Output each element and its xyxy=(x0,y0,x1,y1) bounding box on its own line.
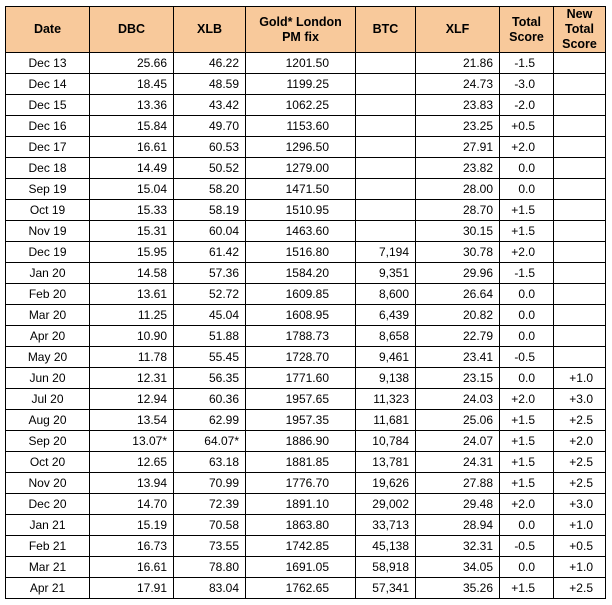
cell-xlf: 24.31 xyxy=(416,452,500,473)
cell-dbc: 12.31 xyxy=(90,368,174,389)
cell-new-total: +0.5 xyxy=(554,536,606,557)
cell-xlb: 72.39 xyxy=(174,494,246,515)
cell-date: Mar 20 xyxy=(6,305,90,326)
table-row xyxy=(6,137,606,158)
table-row xyxy=(6,578,606,599)
cell-total: +1.5 xyxy=(500,410,554,431)
cell-dbc: 14.58 xyxy=(90,263,174,284)
cell-gold: 1771.60 xyxy=(246,368,356,389)
cell-dbc: 13.07* xyxy=(90,431,174,452)
cell-dbc: 13.94 xyxy=(90,473,174,494)
cell-gold: 1691.05 xyxy=(246,557,356,578)
cell-gold: 1886.90 xyxy=(246,431,356,452)
cell-date: Dec 15 xyxy=(6,95,90,116)
table-row xyxy=(6,179,606,200)
cell-dbc: 15.04 xyxy=(90,179,174,200)
cell-xlf: 25.06 xyxy=(416,410,500,431)
cell-date: Sep 19 xyxy=(6,179,90,200)
cell-btc xyxy=(356,200,416,221)
cell-date: Dec 16 xyxy=(6,116,90,137)
cell-gold: 1957.65 xyxy=(246,389,356,410)
cell-total: -3.0 xyxy=(500,74,554,95)
header-btc: BTC xyxy=(356,7,416,53)
cell-gold: 1891.10 xyxy=(246,494,356,515)
cell-dbc: 25.66 xyxy=(90,53,174,74)
cell-new-total xyxy=(554,74,606,95)
table-container xyxy=(5,6,606,599)
cell-date: Aug 20 xyxy=(6,410,90,431)
cell-xlf: 24.03 xyxy=(416,389,500,410)
header-total-score: Total Score xyxy=(500,7,554,53)
cell-dbc: 12.65 xyxy=(90,452,174,473)
cell-xlb: 55.45 xyxy=(174,347,246,368)
cell-dbc: 11.78 xyxy=(90,347,174,368)
cell-xlb: 58.20 xyxy=(174,179,246,200)
header-new-total-score: New Total Score xyxy=(554,7,606,53)
table-row xyxy=(6,284,606,305)
cell-new-total: +2.5 xyxy=(554,473,606,494)
cell-xlf: 20.82 xyxy=(416,305,500,326)
cell-xlb: 50.52 xyxy=(174,158,246,179)
cell-total: 0.0 xyxy=(500,515,554,536)
cell-total: -0.5 xyxy=(500,347,554,368)
table-row xyxy=(6,494,606,515)
cell-new-total: +3.0 xyxy=(554,494,606,515)
cell-total: +2.0 xyxy=(500,137,554,158)
table-row xyxy=(6,452,606,473)
table-row xyxy=(6,473,606,494)
cell-dbc: 13.36 xyxy=(90,95,174,116)
cell-btc xyxy=(356,116,416,137)
cell-xlb: 56.35 xyxy=(174,368,246,389)
cell-new-total xyxy=(554,95,606,116)
cell-new-total: +2.0 xyxy=(554,431,606,452)
cell-btc: 9,461 xyxy=(356,347,416,368)
cell-xlb: 57.36 xyxy=(174,263,246,284)
cell-btc: 9,351 xyxy=(356,263,416,284)
cell-total: +2.0 xyxy=(500,389,554,410)
cell-date: Jan 20 xyxy=(6,263,90,284)
cell-new-total xyxy=(554,200,606,221)
table-row xyxy=(6,95,606,116)
cell-xlf: 22.79 xyxy=(416,326,500,347)
cell-total: 0.0 xyxy=(500,557,554,578)
cell-total: -2.0 xyxy=(500,95,554,116)
cell-xlb: 51.88 xyxy=(174,326,246,347)
cell-xlf: 35.26 xyxy=(416,578,500,599)
cell-new-total: +2.5 xyxy=(554,452,606,473)
cell-new-total xyxy=(554,116,606,137)
table-row xyxy=(6,200,606,221)
cell-total: +2.0 xyxy=(500,494,554,515)
cell-total: 0.0 xyxy=(500,326,554,347)
cell-btc: 58,918 xyxy=(356,557,416,578)
cell-xlb: 46.22 xyxy=(174,53,246,74)
cell-date: Jul 20 xyxy=(6,389,90,410)
cell-dbc: 15.95 xyxy=(90,242,174,263)
cell-date: Dec 13 xyxy=(6,53,90,74)
cell-dbc: 15.19 xyxy=(90,515,174,536)
cell-date: Nov 19 xyxy=(6,221,90,242)
cell-btc xyxy=(356,158,416,179)
table-row xyxy=(6,305,606,326)
cell-xlf: 21.86 xyxy=(416,53,500,74)
cell-btc: 6,439 xyxy=(356,305,416,326)
cell-xlb: 60.04 xyxy=(174,221,246,242)
cell-gold: 1510.95 xyxy=(246,200,356,221)
table-row xyxy=(6,263,606,284)
cell-dbc: 16.61 xyxy=(90,557,174,578)
cell-xlf: 23.83 xyxy=(416,95,500,116)
cell-dbc: 15.33 xyxy=(90,200,174,221)
cell-gold: 1788.73 xyxy=(246,326,356,347)
table-row xyxy=(6,158,606,179)
cell-new-total: +1.0 xyxy=(554,557,606,578)
cell-dbc: 16.61 xyxy=(90,137,174,158)
cell-dbc: 16.73 xyxy=(90,536,174,557)
cell-xlb: 43.42 xyxy=(174,95,246,116)
cell-gold: 1728.70 xyxy=(246,347,356,368)
cell-xlb: 63.18 xyxy=(174,452,246,473)
cell-xlf: 24.07 xyxy=(416,431,500,452)
cell-gold: 1199.25 xyxy=(246,74,356,95)
cell-total: -1.5 xyxy=(500,263,554,284)
header-dbc: DBC xyxy=(90,7,174,53)
cell-total: +0.5 xyxy=(500,116,554,137)
cell-gold: 1516.80 xyxy=(246,242,356,263)
cell-date: Oct 19 xyxy=(6,200,90,221)
cell-new-total: +2.5 xyxy=(554,410,606,431)
cell-date: Dec 18 xyxy=(6,158,90,179)
cell-new-total: +1.0 xyxy=(554,368,606,389)
cell-btc xyxy=(356,95,416,116)
table-row xyxy=(6,431,606,452)
cell-xlb: 70.99 xyxy=(174,473,246,494)
cell-gold: 1296.50 xyxy=(246,137,356,158)
cell-xlf: 23.82 xyxy=(416,158,500,179)
cell-new-total: +1.0 xyxy=(554,515,606,536)
cell-xlb: 70.58 xyxy=(174,515,246,536)
cell-btc: 57,341 xyxy=(356,578,416,599)
cell-new-total xyxy=(554,221,606,242)
cell-total: -0.5 xyxy=(500,536,554,557)
table-row xyxy=(6,536,606,557)
cell-btc: 11,323 xyxy=(356,389,416,410)
cell-btc: 7,194 xyxy=(356,242,416,263)
cell-xlb: 64.07* xyxy=(174,431,246,452)
cell-gold: 1463.60 xyxy=(246,221,356,242)
cell-btc xyxy=(356,137,416,158)
cell-xlf: 29.48 xyxy=(416,494,500,515)
cell-btc: 8,600 xyxy=(356,284,416,305)
cell-xlf: 28.00 xyxy=(416,179,500,200)
cell-btc xyxy=(356,179,416,200)
cell-xlf: 23.41 xyxy=(416,347,500,368)
cell-xlf: 29.96 xyxy=(416,263,500,284)
cell-xlf: 34.05 xyxy=(416,557,500,578)
cell-date: Apr 21 xyxy=(6,578,90,599)
cell-xlb: 62.99 xyxy=(174,410,246,431)
cell-dbc: 12.94 xyxy=(90,389,174,410)
cell-new-total xyxy=(554,326,606,347)
table-row xyxy=(6,515,606,536)
cell-xlb: 60.53 xyxy=(174,137,246,158)
cell-date: Oct 20 xyxy=(6,452,90,473)
cell-btc: 11,681 xyxy=(356,410,416,431)
cell-total: 0.0 xyxy=(500,368,554,389)
table-row xyxy=(6,557,606,578)
cell-total: 0.0 xyxy=(500,158,554,179)
cell-gold: 1471.50 xyxy=(246,179,356,200)
cell-gold: 1584.20 xyxy=(246,263,356,284)
cell-total: +1.5 xyxy=(500,200,554,221)
cell-total: 0.0 xyxy=(500,179,554,200)
cell-btc xyxy=(356,74,416,95)
cell-xlf: 27.88 xyxy=(416,473,500,494)
cell-xlb: 58.19 xyxy=(174,200,246,221)
cell-dbc: 10.90 xyxy=(90,326,174,347)
cell-btc: 8,658 xyxy=(356,326,416,347)
cell-dbc: 17.91 xyxy=(90,578,174,599)
header-date: Date xyxy=(6,7,90,53)
cell-btc: 29,002 xyxy=(356,494,416,515)
cell-btc xyxy=(356,221,416,242)
cell-new-total: +3.0 xyxy=(554,389,606,410)
cell-new-total: +2.5 xyxy=(554,578,606,599)
cell-xlb: 45.04 xyxy=(174,305,246,326)
cell-date: May 20 xyxy=(6,347,90,368)
cell-gold: 1279.00 xyxy=(246,158,356,179)
cell-dbc: 13.61 xyxy=(90,284,174,305)
cell-xlb: 78.80 xyxy=(174,557,246,578)
cell-total: 0.0 xyxy=(500,284,554,305)
cell-dbc: 13.54 xyxy=(90,410,174,431)
cell-xlf: 28.70 xyxy=(416,200,500,221)
cell-xlb: 83.04 xyxy=(174,578,246,599)
header-row xyxy=(6,7,606,53)
cell-new-total xyxy=(554,158,606,179)
table-body xyxy=(6,53,606,599)
cell-dbc: 14.49 xyxy=(90,158,174,179)
cell-dbc: 15.31 xyxy=(90,221,174,242)
cell-xlf: 27.91 xyxy=(416,137,500,158)
cell-btc: 9,138 xyxy=(356,368,416,389)
cell-date: Apr 20 xyxy=(6,326,90,347)
cell-total: +2.0 xyxy=(500,242,554,263)
header-xlb: XLB xyxy=(174,7,246,53)
cell-btc: 45,138 xyxy=(356,536,416,557)
cell-btc: 13,781 xyxy=(356,452,416,473)
table-row xyxy=(6,242,606,263)
cell-new-total xyxy=(554,305,606,326)
cell-xlf: 23.25 xyxy=(416,116,500,137)
cell-new-total xyxy=(554,242,606,263)
cell-xlb: 49.70 xyxy=(174,116,246,137)
table-row xyxy=(6,368,606,389)
cell-dbc: 15.84 xyxy=(90,116,174,137)
cell-date: Jan 21 xyxy=(6,515,90,536)
cell-total: +1.5 xyxy=(500,473,554,494)
cell-xlb: 73.55 xyxy=(174,536,246,557)
cell-total: 0.0 xyxy=(500,305,554,326)
cell-total: +1.5 xyxy=(500,221,554,242)
cell-xlf: 24.73 xyxy=(416,74,500,95)
cell-btc xyxy=(356,53,416,74)
table-row xyxy=(6,326,606,347)
cell-xlf: 32.31 xyxy=(416,536,500,557)
cell-date: Dec 17 xyxy=(6,137,90,158)
cell-gold: 1863.80 xyxy=(246,515,356,536)
cell-gold: 1762.65 xyxy=(246,578,356,599)
cell-gold: 1776.70 xyxy=(246,473,356,494)
cell-xlb: 52.72 xyxy=(174,284,246,305)
cell-total: -1.5 xyxy=(500,53,554,74)
cell-xlf: 26.64 xyxy=(416,284,500,305)
cell-gold: 1957.35 xyxy=(246,410,356,431)
cell-btc: 33,713 xyxy=(356,515,416,536)
cell-new-total xyxy=(554,179,606,200)
cell-new-total xyxy=(554,263,606,284)
cell-date: Jun 20 xyxy=(6,368,90,389)
cell-xlb: 61.42 xyxy=(174,242,246,263)
cell-btc: 19,626 xyxy=(356,473,416,494)
cell-new-total xyxy=(554,53,606,74)
table-row xyxy=(6,74,606,95)
cell-dbc: 14.70 xyxy=(90,494,174,515)
cell-date: Feb 20 xyxy=(6,284,90,305)
cell-date: Dec 20 xyxy=(6,494,90,515)
cell-total: +1.5 xyxy=(500,452,554,473)
cell-total: +1.5 xyxy=(500,578,554,599)
cell-new-total xyxy=(554,347,606,368)
cell-xlf: 28.94 xyxy=(416,515,500,536)
header-xlf: XLF xyxy=(416,7,500,53)
cell-date: Dec 14 xyxy=(6,74,90,95)
cell-gold: 1881.85 xyxy=(246,452,356,473)
cell-dbc: 11.25 xyxy=(90,305,174,326)
cell-new-total xyxy=(554,284,606,305)
cell-dbc: 18.45 xyxy=(90,74,174,95)
cell-date: Nov 20 xyxy=(6,473,90,494)
table-row xyxy=(6,410,606,431)
table-row xyxy=(6,116,606,137)
table-row xyxy=(6,221,606,242)
cell-date: Mar 21 xyxy=(6,557,90,578)
table-row xyxy=(6,53,606,74)
header-gold: Gold* London PM fix xyxy=(246,7,356,53)
cell-date: Feb 21 xyxy=(6,536,90,557)
cell-gold: 1153.60 xyxy=(246,116,356,137)
cell-xlf: 30.78 xyxy=(416,242,500,263)
cell-gold: 1608.95 xyxy=(246,305,356,326)
cell-gold: 1201.50 xyxy=(246,53,356,74)
cell-xlb: 60.36 xyxy=(174,389,246,410)
cell-gold: 1742.85 xyxy=(246,536,356,557)
cell-new-total xyxy=(554,137,606,158)
table-row xyxy=(6,389,606,410)
cell-gold: 1609.85 xyxy=(246,284,356,305)
table-row xyxy=(6,347,606,368)
cell-gold: 1062.25 xyxy=(246,95,356,116)
score-table xyxy=(5,6,606,599)
cell-date: Sep 20 xyxy=(6,431,90,452)
cell-btc: 10,784 xyxy=(356,431,416,452)
cell-total: +1.5 xyxy=(500,431,554,452)
cell-date: Dec 19 xyxy=(6,242,90,263)
cell-xlb: 48.59 xyxy=(174,74,246,95)
cell-xlf: 23.15 xyxy=(416,368,500,389)
cell-xlf: 30.15 xyxy=(416,221,500,242)
